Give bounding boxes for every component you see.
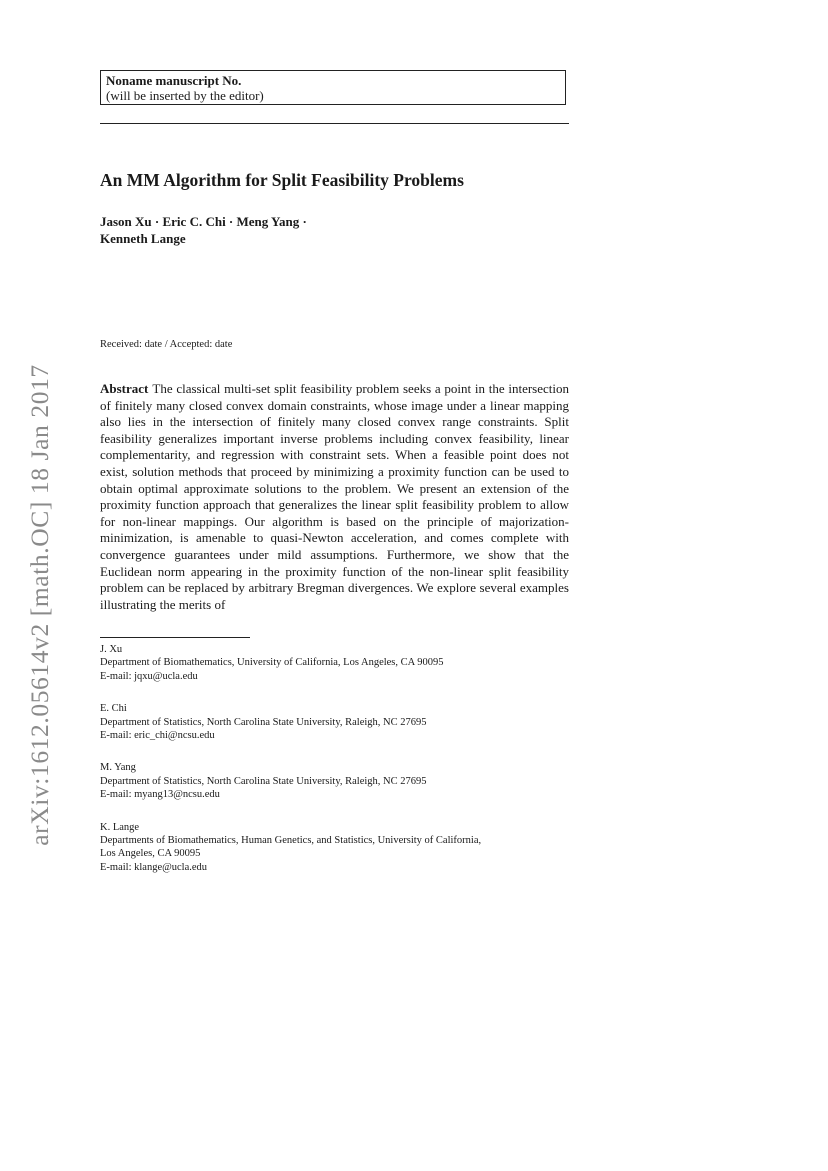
affiliations	[100, 643, 570, 893]
affiliation-department: Departments of Biomathematics, Human Genetics, and Statistics, University of California,	[100, 835, 482, 847]
paper-title: An MM Algorithm for Split Feasibility Problems	[100, 170, 464, 190]
affiliation-email: E-mail: klange@ucla.edu	[100, 861, 208, 873]
footnote-rule	[100, 637, 250, 638]
affiliation-email: E-mail: jqxu@ucla.edu	[100, 670, 198, 682]
affiliation-name: M. Yang	[100, 762, 136, 774]
affiliation-lange	[100, 821, 570, 875]
affiliation-department: Department of Statistics, North Carolina State University, Raleigh, NC 27695	[100, 716, 427, 728]
abstract-label: Abstract	[100, 381, 149, 396]
affiliation-department: Department of Statistics, North Carolina State University, Raleigh, NC 27695	[100, 775, 427, 787]
affiliation-name: K. Lange	[100, 821, 140, 833]
abstract-text: The classical multi-set split feasibility problem seeks a point in the intersection of finitely many closed convex domain constraints, whose image under a linear mapping also lies in the intersection of finitely many closed convex range constraints. Split feasibility generalizes important inverse problems including convex feasibility, linear complementarity, and regression with constraint sets. When a feasible point does not exist, solution methods that proceed by minimizing a proximity function can be used to obtain optimal approximate solutions to the problem. We present an extension of the proximity function approach that generalizes the linear split feasibility problem to allow for non-linear mappings. Our algorithm is based on the principle of majorization-minimization, is amenable to quasi-Newton acceleration, and comes complete with convergence guarantees under mild assumptions. Furthermore, we show that the Euclidean norm appearing in the proximity function of the non-linear split feasibility problem can be replaced by arbitrary Bregman divergences. We explore several examples illustrating the merits of	[100, 381, 569, 612]
affiliation-department-cont: Los Angeles, CA 90095	[100, 848, 201, 860]
arxiv-identifier-stamp: arXiv:1612.05614v2 [math.OC] 18 Jan 2017	[25, 364, 54, 846]
affiliation-xu	[100, 643, 570, 683]
author-list	[100, 213, 307, 247]
manuscript-number-label: Noname manuscript No.	[106, 73, 242, 88]
affiliation-email: E-mail: eric_chi@ncsu.edu	[100, 730, 215, 742]
editor-info-box	[100, 70, 566, 105]
author-line-1: Jason Xu · Eric C. Chi · Meng Yang ·	[100, 214, 307, 229]
received-accepted-dates: Received: date / Accepted: date	[100, 339, 233, 350]
author-line-2: Kenneth Lange	[100, 231, 186, 246]
affiliation-department: Department of Biomathematics, University of California, Los Angeles, CA 90095	[100, 657, 444, 669]
affiliation-name: E. Chi	[100, 703, 127, 715]
affiliation-chi	[100, 702, 570, 742]
header-rule	[100, 123, 569, 124]
abstract	[100, 381, 569, 613]
editor-note: (will be inserted by the editor)	[106, 88, 264, 103]
affiliation-name: J. Xu	[100, 644, 123, 655]
affiliation-email: E-mail: myang13@ncsu.edu	[100, 789, 220, 801]
affiliation-yang	[100, 761, 570, 801]
